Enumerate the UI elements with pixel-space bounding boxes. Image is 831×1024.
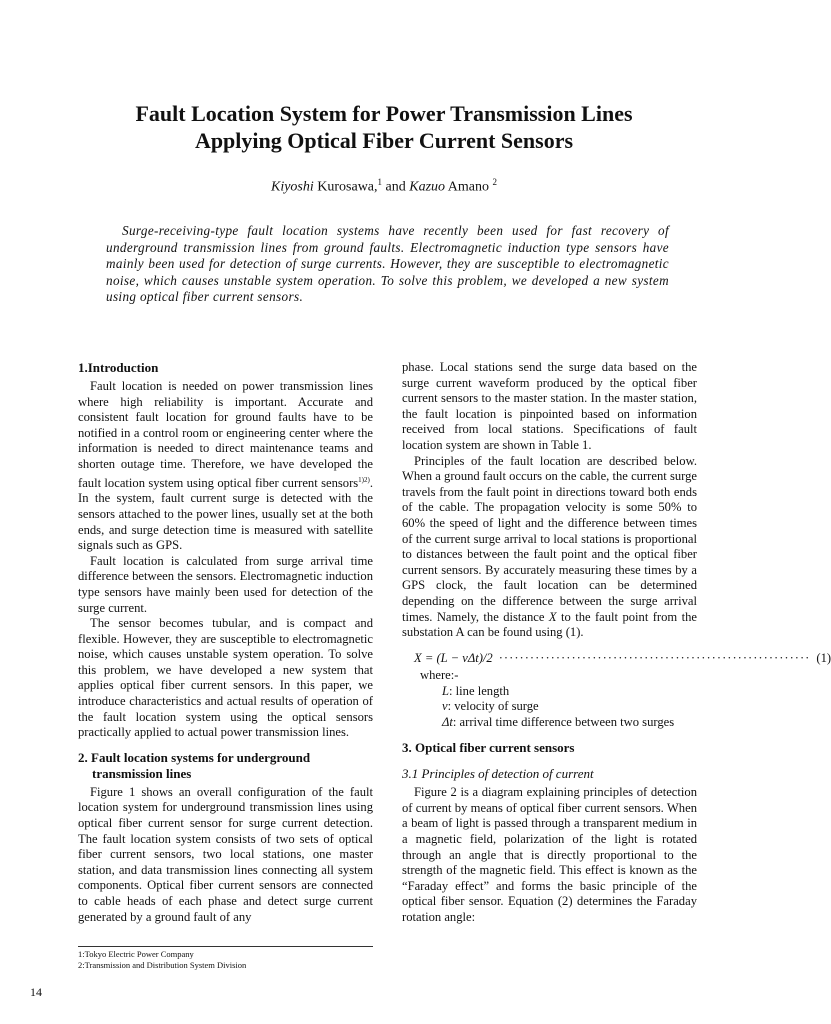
right-paragraph-1: phase. Local stations send the surge data based on the surge current waveform produced by the optical fiber current sensors to the master station. In the master station, the fault location is pinpointed based on information received from local stations. Specifications of fault location system are shown in Table 1.	[402, 360, 697, 452]
definition-v-text: : velocity of surge	[447, 699, 539, 714]
intro-paragraph-3: The sensor becomes tubular, and is compact and flexible. However, they are susceptible to electromagnetic noise, which causes unstable system operation. To solve this problem, we have developed a new system that applies optical fiber current sensors. In this paper, we introduce characteristics and actual results of operation of the fault location system using the optical sensors practically applied to actual power transmission lines.	[78, 616, 373, 740]
definition-L-symbol: L	[442, 683, 450, 698]
right-column	[402, 360, 831, 926]
left-column	[78, 360, 373, 925]
subsection-heading-3-1: 3.1 Principles of detection of current	[402, 765, 594, 781]
abstract-text: Surge-receiving-type fault location systems have recently been used for fast recovery of underground transmission lines from ground faults. Electromagnetic induction type sensors have mainly been used for detection of surge currents. However, they are susceptible to electromagnetic noise, which causes unstable system operation. To solve this problem, we developed a new system using optical fiber current sensors.	[106, 223, 669, 305]
equation-1-expression: X = (L − vΔt)/2	[414, 650, 493, 665]
definition-dt-symbol: Δt	[442, 715, 453, 730]
intro-p1-text-b: . In the system, fault current surge is detected with the sensors attached to the power lines, usually set at the both ends, and surge detection time is measured with satellite signals such as GPS.	[78, 475, 373, 553]
right-p2-text-b: to the fault point from the substation A can be found using (1).	[402, 609, 698, 640]
right-paragraph-2	[402, 454, 697, 641]
section-heading-introduction: 1.Introduction	[78, 360, 159, 375]
intro-paragraph-2: Fault location is calculated from surge arrival time difference between the sensors. Electromagnetic induction type sensors have mainly been used for detection of the surge current.	[78, 553, 373, 615]
intro-p1-text-a: Fault location is needed on power transmission lines where high reliability is important. Accurate and consistent fault location for ground faults have to be notified in a control room or engineering center where the information is needed to direct maintenance teams and shorten outage time. Therefore, we have developed the fault location system using optical fiber current sensors	[78, 379, 373, 490]
equation-1-number: (1)	[816, 650, 831, 665]
definition-dt	[442, 715, 697, 731]
definition-L	[442, 684, 697, 700]
footnote-1: 1:Tokyo Electric Power Company	[78, 949, 194, 959]
author1-given-name: Kiyoshi	[270, 179, 314, 195]
title-line-2: Applying Optical Fiber Current Sensors	[194, 128, 574, 153]
author2-affiliation-mark: 2	[492, 177, 497, 187]
author-conjunction: and	[382, 179, 410, 195]
definition-v-symbol: v	[442, 699, 448, 714]
footnote-2: 2:Transmission and Distribution System Division	[78, 960, 247, 970]
author1-affiliation-mark: 1	[377, 177, 383, 187]
abstract	[106, 223, 669, 306]
section3-1-paragraph-1: Figure 2 is a diagram explaining principles of detection of current by means of optical fiber current sensors. When a beam of light is passed through a transparent medium in a magnetic field, polarization of the light is rotated through an angle that is directly proportional to the strength of the magnetic field. This effect is known as the “Faraday effect” and forms the basic principle of the optical fiber sensor. Equation (2) determines the Faraday rotation angle:	[402, 785, 697, 924]
intro-paragraph-1	[78, 379, 373, 554]
title-line-1: Fault Location System for Power Transmission Lines	[135, 101, 633, 126]
variable-x: X	[548, 609, 557, 624]
equation-1	[414, 650, 831, 667]
section-heading-3: 3. Optical fiber current sensors	[402, 739, 575, 755]
right-p2-text-a: Principles of the fault location are described below. When a ground fault occurs on the cable, the current surge travels from the fault point in directions toward both ends of the cable. The propagation velocity is some 50% to 60% the speed of light and the difference between times of the current surge arrival to local stations is proportional to distances between the fault point and the optical fiber current sensors. By accurately measuring these times by a GPS clock, the fault location can be determined depending on the difference between the surge arrival times. Namely, the distance	[402, 453, 697, 624]
definition-v	[442, 699, 697, 715]
section2-paragraph-1: Figure 1 shows an overall configuration of the fault location system for underground transmission lines using optical fiber current sensor for surge current detection. The fault location system consists of two sets of optical fiber current sensors, two local stations, one master station, and data transmission lines connecting all system components. Optical fiber current sensors are connected to cable heads of each phase and detect surge current generated by a ground fault of any	[78, 784, 373, 924]
definition-L-text: : line length	[449, 683, 510, 698]
section-heading-2: 2. Fault location systems for underground transmission lines	[78, 749, 311, 781]
equation-1-leader-dots: ····························································	[498, 650, 811, 665]
footnote-divider	[78, 946, 373, 947]
paper-title	[60, 100, 708, 154]
author2-given-name: Kazuo	[409, 179, 446, 195]
author1-family-name: Kurosawa,	[313, 179, 378, 195]
page-number: 14	[30, 985, 42, 999]
author-line	[60, 177, 708, 196]
citation-ref: 1)2)	[358, 475, 370, 484]
definition-dt-text: : arrival time difference between two surges	[452, 715, 675, 730]
author2-family-name: Amano	[445, 179, 493, 195]
where-label: where:-	[420, 668, 459, 683]
footnotes	[78, 949, 246, 971]
